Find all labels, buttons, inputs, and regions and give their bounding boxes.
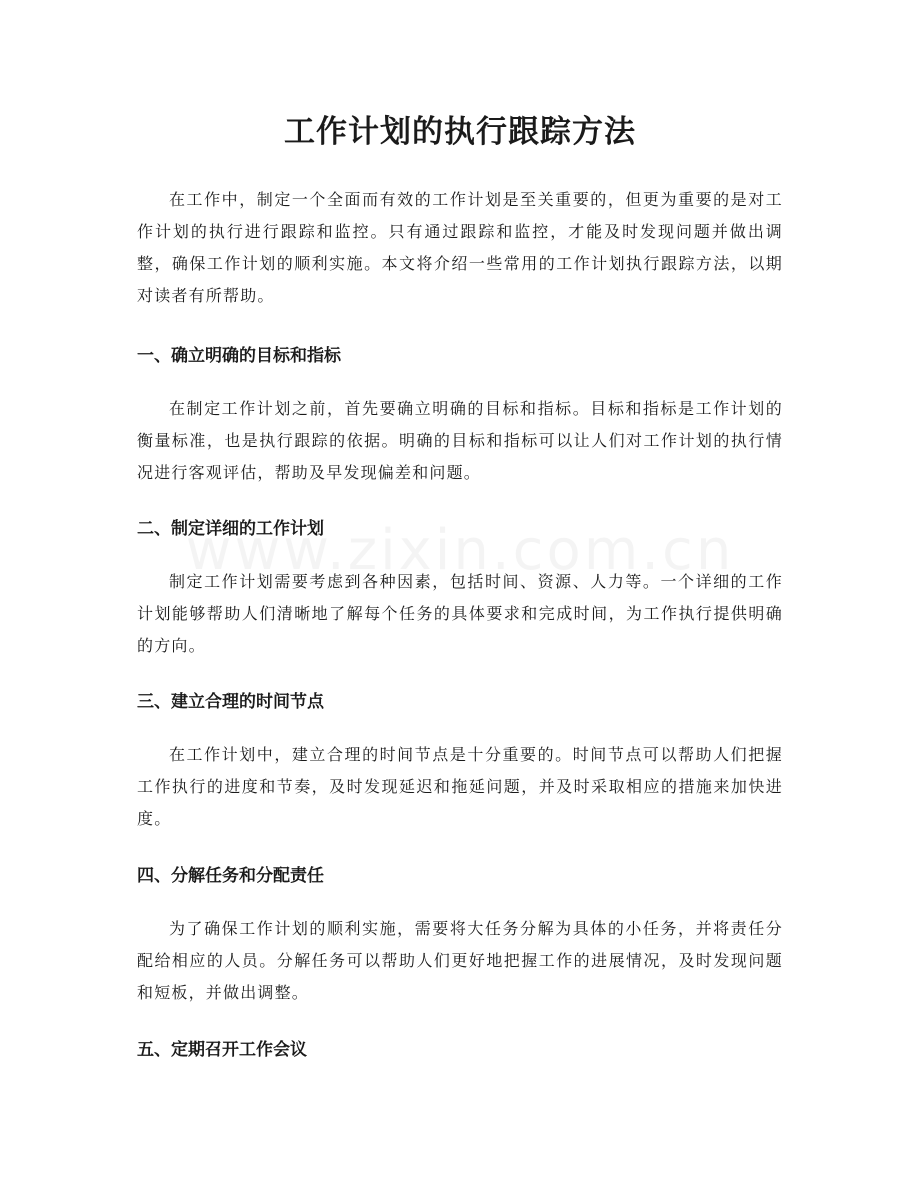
section-heading-5: 五、定期召开工作会议 (137, 1040, 307, 1060)
section-heading-3: 三、建立合理的时间节点 (137, 692, 324, 712)
section-heading-1: 一、确立明确的目标和指标 (137, 346, 341, 366)
section-body-4: 为了确保工作计划的顺利实施，需要将大任务分解为具体的小任务，并将责任分配给相应的人员。分解任务可以帮助人们更好地把握工作的进展情况，及时发现问题和短板，并做出调整。 (137, 919, 783, 1002)
section-body-1: 在制定工作计划之前，首先要确立明确的目标和指标。目标和指标是工作计划的衡量标准，也是执行跟踪的依据。明确的目标和指标可以让人们对工作计划的执行情况进行客观评估，帮助及早发现偏差和问题。 (137, 399, 783, 482)
section-heading-2: 二、制定详细的工作计划 (137, 519, 324, 539)
section-body-2: 制定工作计划需要考虑到各种因素，包括时间、资源、人力等。一个详细的工作计划能够帮助人们清晰地了解每个任务的具体要求和完成时间，为工作执行提供明确的方向。 (137, 572, 783, 655)
section-heading-4: 四、分解任务和分配责任 (137, 866, 324, 886)
intro-paragraph: 在工作中，制定一个全面而有效的工作计划是至关重要的，但更为重要的是对工作计划的执行进行跟踪和监控。只有通过跟踪和监控，才能及时发现问题并做出调整，确保工作计划的顺利实施。本文将介绍一些常用的工作计划执行跟踪方法，以期对读者有所帮助。 (137, 190, 783, 305)
section-body-3: 在工作计划中，建立合理的时间节点是十分重要的。时间节点可以帮助人们把握工作执行的进度和节奏，及时发现延迟和拖延问题，并及时采取相应的措施来加快进度。 (137, 745, 783, 828)
page-title: 工作计划的执行跟踪方法 (284, 114, 636, 150)
